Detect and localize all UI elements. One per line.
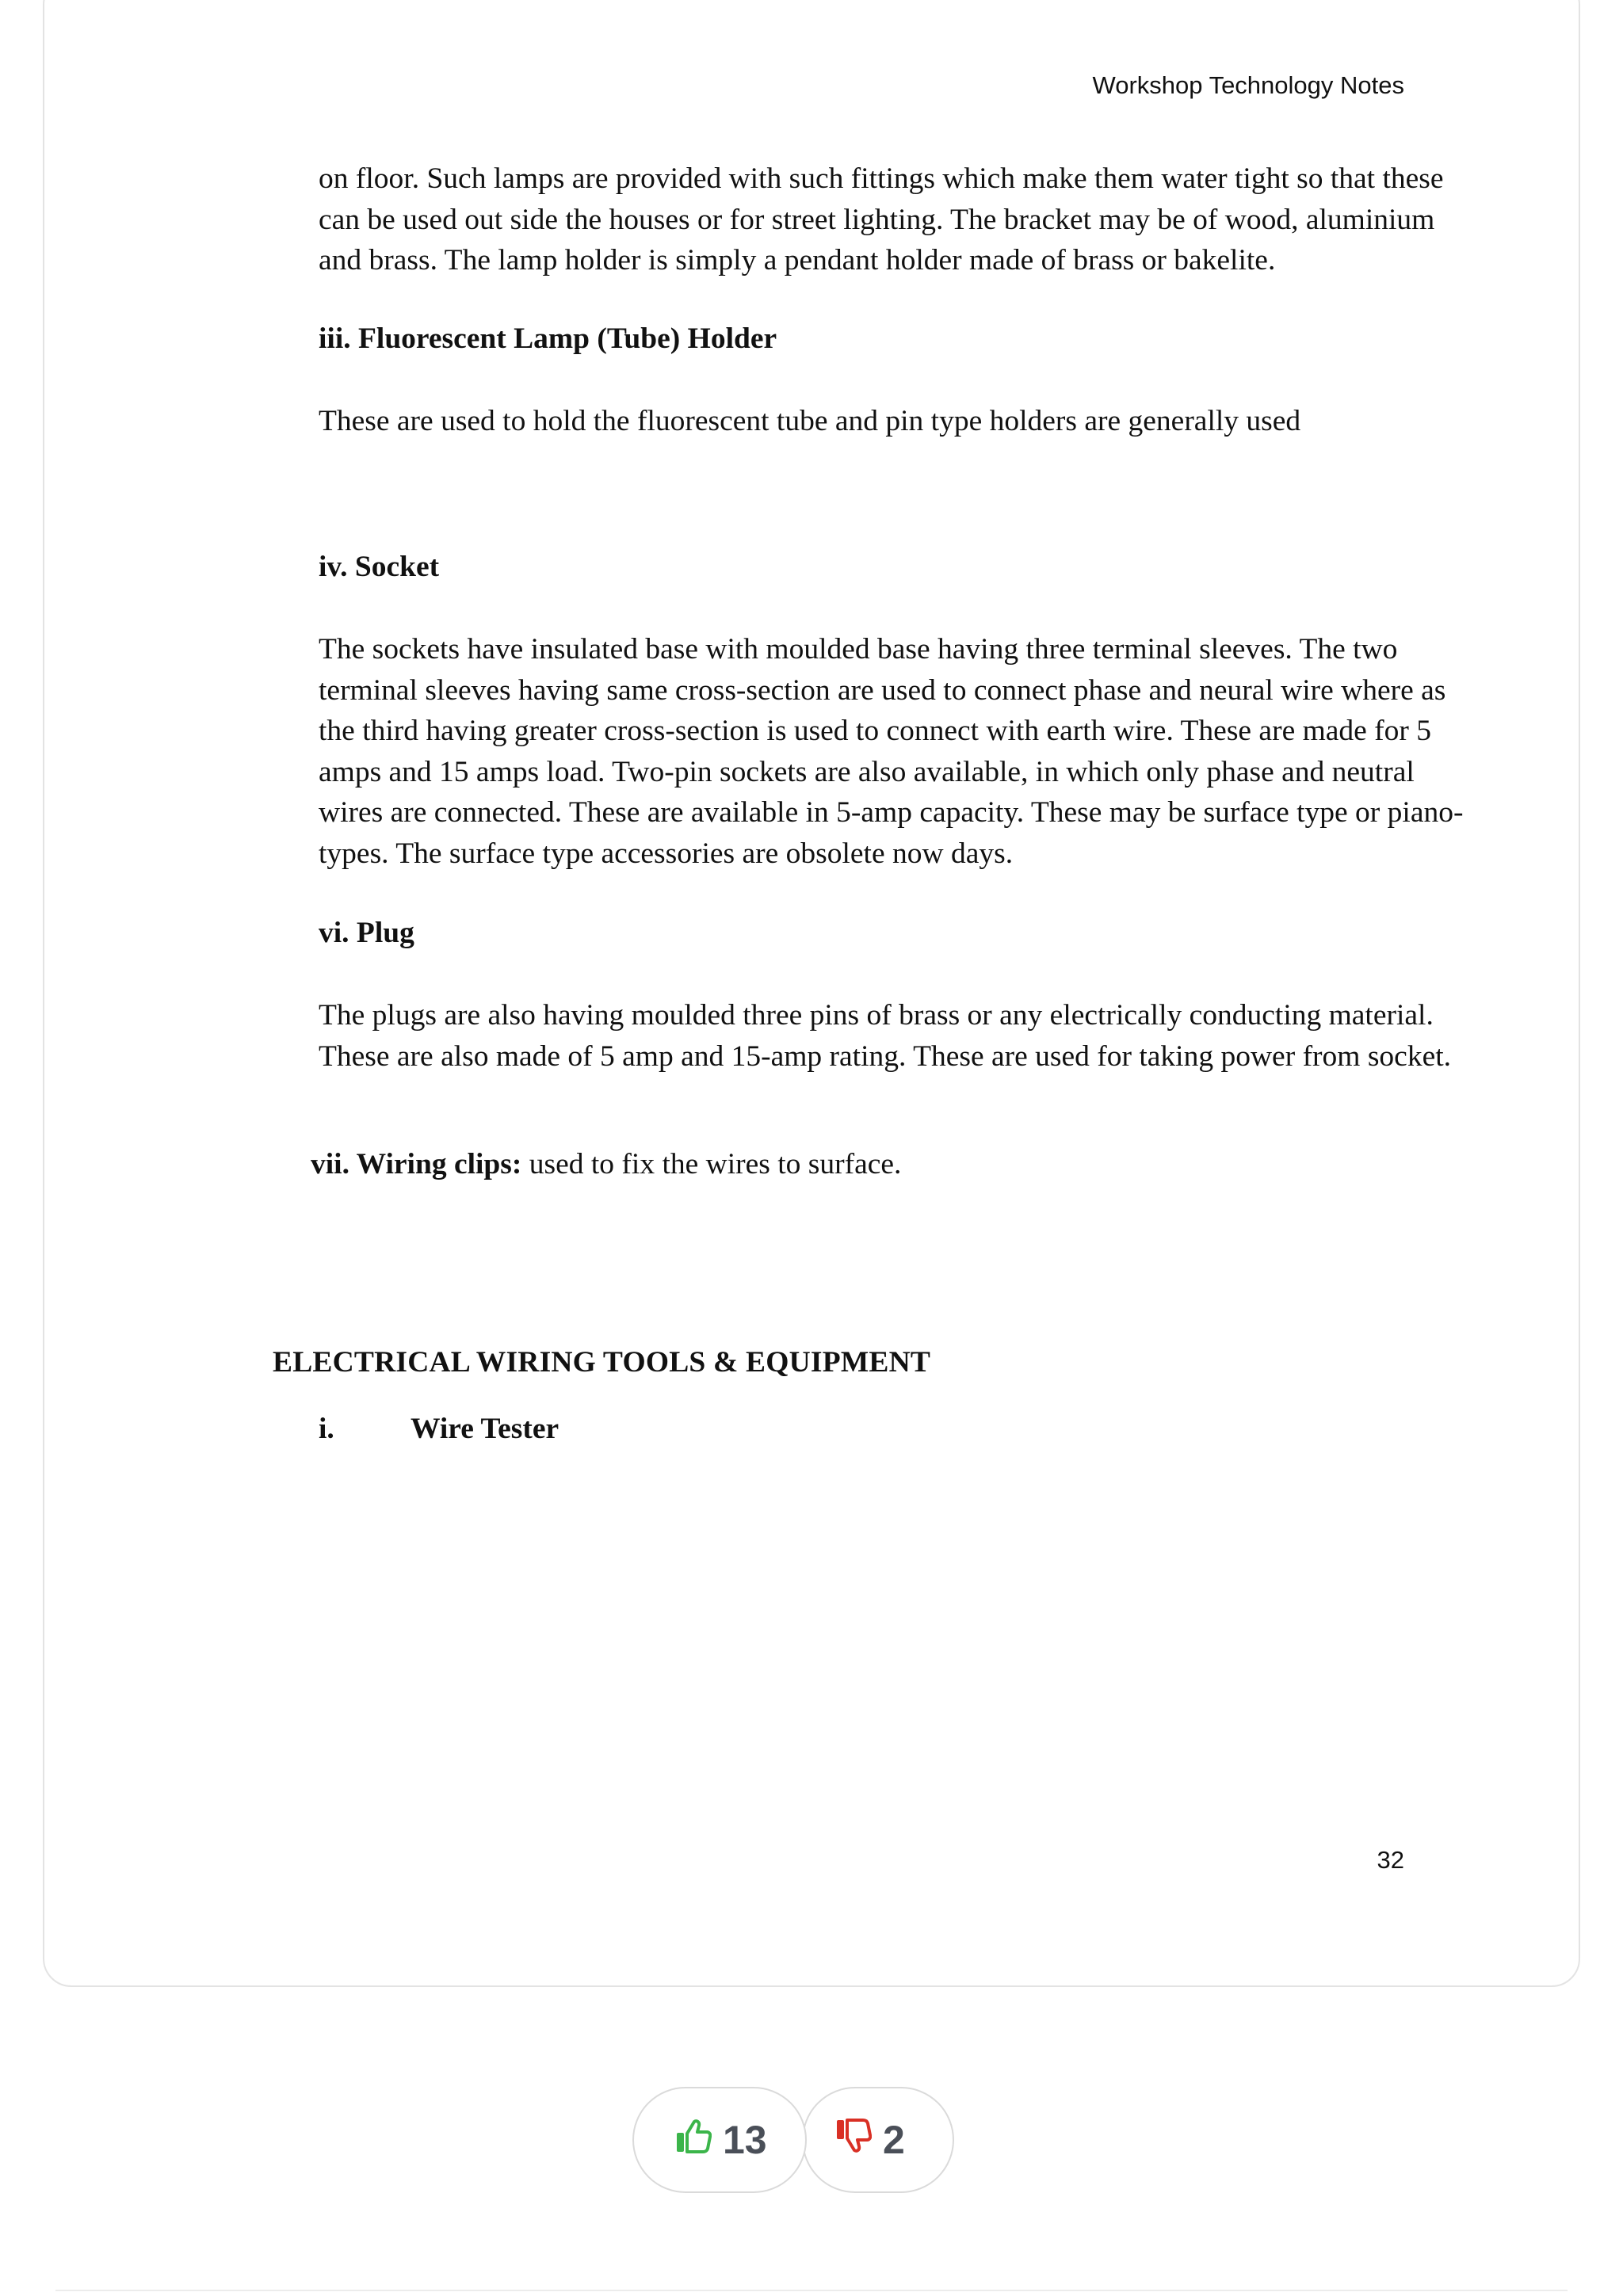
paragraph-lamp-fittings: on floor. Such lamps are provided with such fittings which make them water tight so that these can be used out side the houses or for street lighting. The bracket may be of wood, aluminium and brass. The lamp holder is simply a pendant holder made of brass or bakelite. — [319, 162, 1444, 277]
heading-socket: iv. Socket — [319, 551, 440, 583]
upvote-button[interactable] — [632, 2087, 807, 2193]
thumbs-down-icon — [835, 2117, 883, 2163]
wiring-clips-label: vii. Wiring clips: — [311, 1148, 522, 1180]
wiring-clips-text: used to fix the wires to surface. — [521, 1148, 902, 1180]
list-item-number: i. — [319, 1413, 334, 1445]
wiring-clips-line — [311, 1144, 901, 1185]
document-page — [43, 0, 1580, 1987]
downvote-button[interactable] — [802, 2087, 954, 2193]
paragraph-socket: The sockets have insulated base with moulded base having three terminal sleeves. The two terminal sleeves having same cross-section are used to connect phase and neural wire where as the third having greater cross-section is used to connect with earth wire. These are made for 5 amps and 15 amps load. Two-pin sockets are also available, in which only phase and neutral wires are connected. These are available in 5-amp capacity. These may be surface type or piano-types. The surface type accessories are obsolete now days. — [319, 633, 1464, 870]
page-number: 32 — [1377, 1846, 1404, 1874]
paragraph-fluorescent-holder: These are used to hold the fluorescent tube and pin type holders are generally used — [319, 405, 1301, 437]
upvote-count: 13 — [723, 2118, 767, 2162]
divider — [55, 2290, 1568, 2291]
vote-bar — [632, 2087, 954, 2193]
list-item — [319, 1409, 559, 1450]
downvote-count: 2 — [883, 2118, 905, 2162]
list-item-label: Wire Tester — [411, 1413, 559, 1445]
section-title: ELECTRICAL WIRING TOOLS & EQUIPMENT — [273, 1346, 931, 1379]
heading-fluorescent-holder: iii. Fluorescent Lamp (Tube) Holder — [319, 322, 777, 355]
paragraph-plug: The plugs are also having moulded three pins of brass or any electrically conducting material. These are also made of 5 amp and 15-amp rating. These are used for taking power from socket. — [319, 999, 1452, 1073]
heading-plug: vi. Plug — [319, 917, 414, 949]
running-header: Workshop Technology Notes — [1092, 71, 1404, 99]
thumbs-up-icon — [675, 2117, 723, 2163]
